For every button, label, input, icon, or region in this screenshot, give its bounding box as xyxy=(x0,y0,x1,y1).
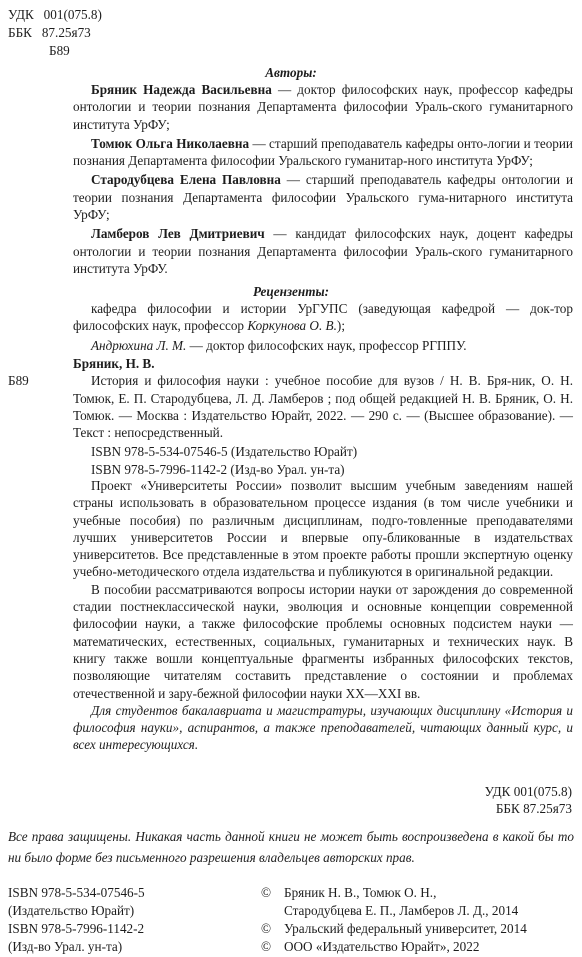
copyright-line: © Бряник Н. В., Томюк О. Н., xyxy=(261,885,437,900)
isbn-line: ISBN 978-5-7996-1142-2 (Изд-во Урал. ун-та) xyxy=(91,461,345,477)
isbn-block xyxy=(73,443,573,478)
reviewers-heading: Рецензенты: xyxy=(252,284,330,299)
reviewer-entry: кафедра философии и истории УрГУПС (заведующая кафедрой — док-тор философских наук, профессор Коркунова О. В.); xyxy=(73,301,573,334)
copyright-line: © Уральский федеральный университет, 2014 xyxy=(261,921,527,936)
rights-notice: Все права защищены. Никакая часть данной книги не может быть воспроизведена в какой бы то ни было форме без письменного разрешения владельцев авторских прав. xyxy=(8,829,574,865)
bbk-code: ББК 87.25я73 xyxy=(8,25,91,40)
annotation-paragraph: В пособии рассматриваются вопросы истории науки от зарождения до современной стадии постнеклассической науки, эволюция и основные концепции современной философии науки, а также философские проблемы основных подсистем науки — математических, естественных, социальных, гуманитарных и технических наук. В книгу также вошли концептуальные фрагменты избранных философских текстов, позволяющие читателям составить представление о состоянии и проблемах отечественной и зару-бежной философии науки XX—XXI вв. xyxy=(73,581,573,701)
target-audience: Для студентов бакалавриата и магистратуры, изучающих дисциплину «История и философия науки», аспирантов, а также преподавателей, читающих данный курс, и всех интересующихся. xyxy=(73,702,573,753)
annotation-paragraph: Проект «Университеты России» позволит высшим учебным заведениям нашей страны использовать в образовательном процессе издания (в том числе учебники и учебные пособия) по различным дисциплинам, подго-товленные преподавателями лучших университетов России и впервые опу-бликованные в издательствах университетов. Все представленные в этом проекте работы прошли экспертную оценку учебно-методического отдела издательства и публикуются в оригинальной редакции. xyxy=(73,478,573,580)
book-description: История и философия науки : учебное пособие для вузов / Н. В. Бря-ник, О. Н. Томюк, Е. П. Стародубцева, Л. Д. Ламберов ; под общей редакцией Н. В. Бряник, О. Н. Томюк. — Москва : Издательство Юрайт, 2022. — 290 с. — (Высшее образование). — Текст : непосредственный. xyxy=(73,373,573,441)
catalog-mark: Б89 xyxy=(8,373,29,388)
author-name: Ламберов Лев Дмитриевич xyxy=(91,226,265,242)
copyright-icon: © xyxy=(261,885,272,900)
footer-isbn-line: (Изд-во Урал. ун-та) xyxy=(8,939,123,954)
reviewer-name: Андрюхина Л. М. xyxy=(91,337,187,353)
author-entry xyxy=(73,171,573,223)
copyright-block xyxy=(261,884,577,956)
udk-code: УДК 001(075.8) xyxy=(484,784,572,799)
author-entry xyxy=(73,81,573,133)
author-entry xyxy=(73,135,573,170)
annotation xyxy=(73,477,573,754)
isbn-line: ISBN 978-5-534-07546-5 (Издательство Юрайт) xyxy=(91,444,358,460)
reviewer-entry: Андрюхина Л. М. — доктор философских наук, профессор РГППУ. xyxy=(91,337,467,353)
main-author: Бряник, Н. В. xyxy=(73,356,155,371)
bbk-code: ББК 87.25я73 xyxy=(495,801,572,816)
reviewer-name: Коркунова О. В. xyxy=(247,318,337,334)
author-description: — старший преподаватель кафедры онто-логии и теории познания Департамента философии Уральского гуманитар-ного института УрФУ; xyxy=(73,135,573,169)
bibliographic-record xyxy=(73,355,573,478)
author-name: Томюк Ольга Николаевна xyxy=(91,135,250,151)
footer-isbn-line: (Издательство Юрайт) xyxy=(8,903,135,918)
copyright-icon: © xyxy=(261,939,272,954)
footer-isbn-line: ISBN 978-5-7996-1142-2 xyxy=(8,921,145,936)
udk-code: УДК 001(075.8) xyxy=(8,7,102,22)
copyright-line: © ООО «Издательство Юрайт», 2022 xyxy=(261,939,480,954)
footer-isbn xyxy=(8,884,145,956)
footer-isbn-line: ISBN 978-5-534-07546-5 xyxy=(8,885,145,900)
right-classification-codes xyxy=(485,783,572,817)
author-description: — кандидат философских наук, доцент кафедры онтологии и теории познания Департамента философии Ураль-ского гуманитарного института УрФУ. xyxy=(73,226,573,276)
copyright-line: Стародубцева Е. П., Ламберов Л. Д., 2014 xyxy=(284,903,519,918)
author-mark-code: Б89 xyxy=(49,43,70,58)
author-name: Бряник Надежда Васильевна xyxy=(91,82,272,97)
authors-heading: Авторы: xyxy=(265,65,317,80)
author-name: Стародубцева Елена Павловна xyxy=(91,172,281,188)
author-description: — старший преподаватель кафедры онтологии и теории познания Департамента философии Уральского гума-нитарного института УрФУ; xyxy=(73,172,573,223)
reviewers-list xyxy=(73,300,573,356)
classification-codes xyxy=(8,6,102,60)
author-description: — доктор философских наук, профессор кафедры онтологии и теории познания Департамента философии Ураль-ского гуманитарного института УрФУ; xyxy=(73,82,573,132)
author-entry xyxy=(73,225,573,277)
authors-list xyxy=(73,81,573,279)
copyright-icon: © xyxy=(261,921,272,936)
